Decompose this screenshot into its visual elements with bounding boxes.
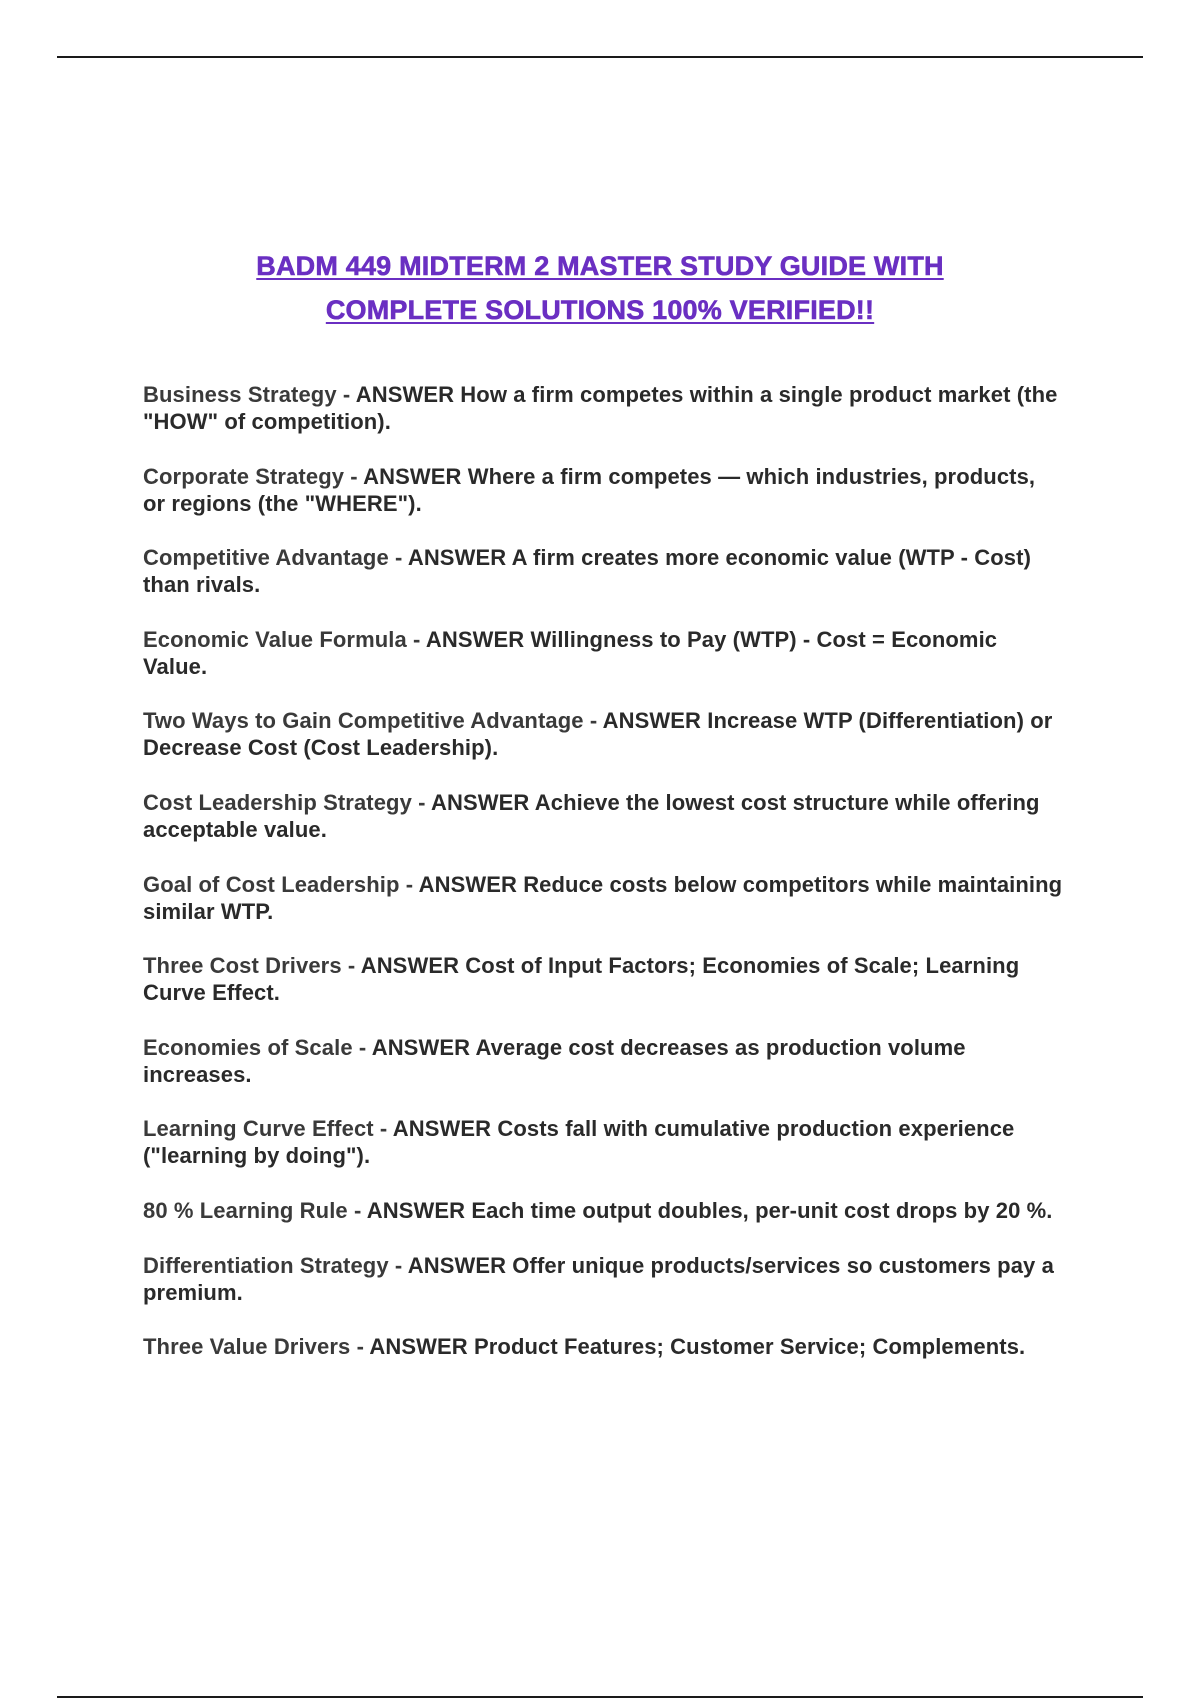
qa-separator: - [336,382,356,407]
qa-separator: - [350,1334,370,1360]
qa-term: Economic Value Formula [143,626,407,652]
qa-term: 80 % Learning Rule [143,1197,348,1223]
qa-term: Learning Curve Effect [143,1116,374,1142]
qa-item [143,1197,1063,1224]
qa-item [143,381,1063,435]
qa-answer: ANSWER Average cost decreases as production volume increases. [143,1034,966,1087]
qa-answer: ANSWER Achieve the lowest cost structure while offering acceptable value. [143,789,1040,842]
qa-item [143,871,1063,925]
qa-answer: ANSWER Increase WTP (Differentiation) or Decrease Cost (Cost Leadership). [143,708,1053,761]
qa-item [143,952,1063,1006]
qa-answer: ANSWER Cost of Input Factors; Economies of Scale; Learning Curve Effect. [143,953,1020,1006]
qa-separator: - [399,871,419,897]
qa-term: Two Ways to Gain Competitive Advantage [143,708,584,734]
qa-separator: - [344,463,364,489]
qa-term: Corporate Strategy [143,463,345,489]
qa-item [143,1115,1063,1169]
qa-separator: - [406,626,426,652]
qa-answer: ANSWER Product Features; Customer Service; Complements. [369,1334,1026,1360]
qa-separator: - [373,1116,393,1142]
qa-item [143,626,1063,680]
qa-term: Three Cost Drivers [143,953,342,979]
qa-answer: ANSWER Reduce costs below competitors while maintaining similar WTP. [143,871,1063,924]
qa-item [143,1034,1063,1088]
qa-item [143,544,1063,598]
document-title [140,244,1060,332]
qa-answer: ANSWER Willingness to Pay (WTP) - Cost = Economic Value. [143,626,998,679]
qa-term: Three Value Drivers [143,1334,351,1360]
bottom-rule [57,1696,1143,1698]
qa-item [143,707,1063,761]
qa-separator: - [352,1034,372,1060]
qa-separator: - [388,1252,408,1278]
qa-term: Differentiation Strategy [143,1252,389,1278]
qa-item [143,1333,1063,1360]
title-line-1: BADM 449 MIDTERM 2 MASTER STUDY GUIDE WITH [256,251,944,281]
qa-item [143,789,1063,843]
qa-separator: - [341,953,361,979]
qa-separator: - [347,1197,367,1223]
qa-answer: ANSWER Each time output doubles, per-unit cost drops by 20 %. [366,1197,1053,1223]
qa-list [143,381,1063,1388]
qa-term: Business Strategy [143,382,337,407]
qa-answer: ANSWER A firm creates more economic value (WTP - Cost) than rivals. [143,545,1031,598]
top-rule [57,56,1143,58]
qa-term: Economies of Scale [143,1034,353,1060]
qa-term: Goal of Cost Leadership [143,871,400,897]
qa-item [143,1252,1063,1306]
qa-answer: ANSWER Offer unique products/services so customers pay a premium. [143,1252,1054,1305]
qa-term: Cost Leadership Strategy [143,789,412,815]
qa-separator: - [411,789,431,815]
qa-term: Competitive Advantage [143,545,389,571]
qa-answer: ANSWER How a firm competes within a single product market (the "HOW" of competition). [143,382,1058,434]
qa-separator: - [388,545,408,571]
qa-item [143,463,1063,517]
qa-answer: ANSWER Where a firm competes — which industries, products, or regions (the "WHERE"). [143,463,1036,516]
title-line-2: COMPLETE SOLUTIONS 100% VERIFIED!! [325,295,875,325]
qa-answer: ANSWER Costs fall with cumulative production experience ("learning by doing"). [143,1116,1015,1169]
qa-separator: - [583,708,603,734]
